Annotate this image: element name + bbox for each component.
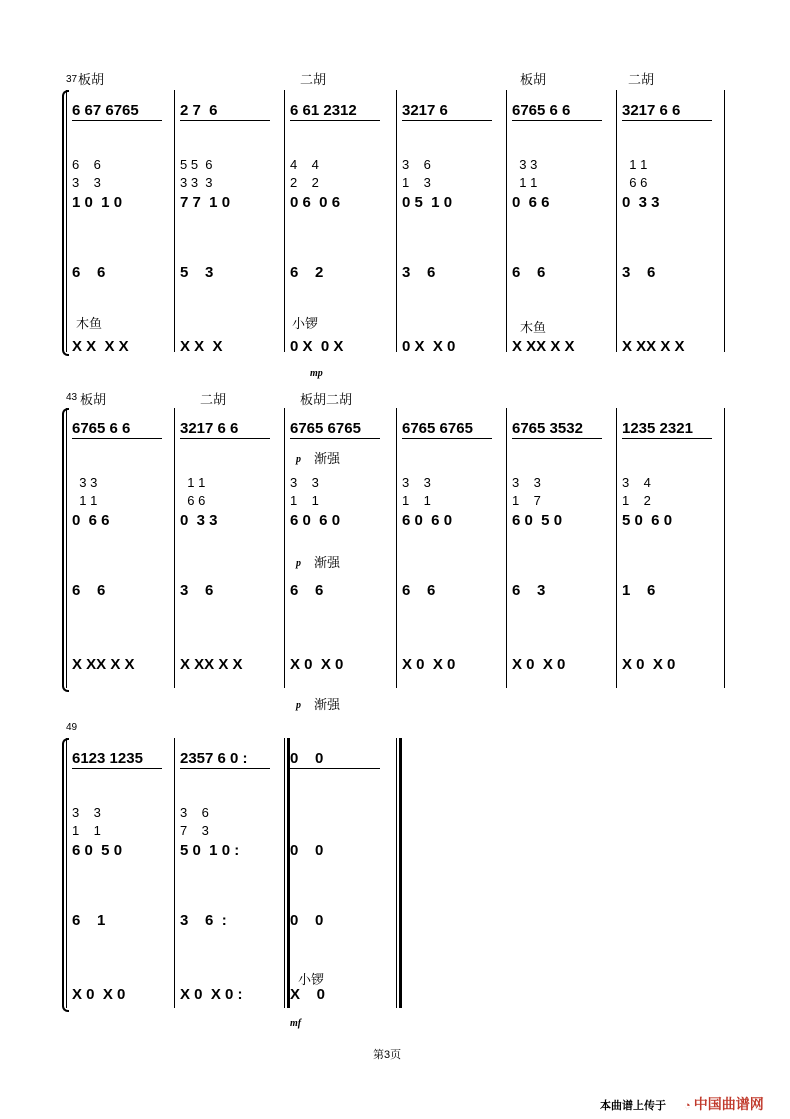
measure-number: 49 xyxy=(66,722,78,733)
chord-top-cell: 3 3 xyxy=(72,805,101,820)
chord-top-cell: 3 3 xyxy=(402,475,431,490)
chord-bottom-cell: 0 3 3 xyxy=(180,512,218,529)
barline xyxy=(396,90,397,352)
final-barline-thick xyxy=(399,738,402,1008)
chord-bottom-cell: 5 0 6 0 xyxy=(622,512,673,529)
bass-cell: 6 3 xyxy=(512,582,546,599)
melody-cell: 3217 6 xyxy=(402,102,448,119)
melody-cell: 3217 6 6 xyxy=(622,102,681,119)
chord-mid-cell: 3 3 3 xyxy=(180,175,213,190)
bass-cell: 3 6 xyxy=(402,264,436,281)
chord-mid-cell: 2 2 xyxy=(290,175,319,190)
chord-top-cell: 1 1 xyxy=(622,157,648,172)
barline xyxy=(396,408,397,688)
percussion-cell: X 0 X 0 xyxy=(622,656,676,673)
bass-cell: 6 6 xyxy=(72,582,106,599)
barline xyxy=(284,90,285,352)
chord-mid-cell: 1 3 xyxy=(402,175,431,190)
melody-cell: 6 67 6765 xyxy=(72,102,139,119)
chord-top-cell: 3 3 xyxy=(512,475,541,490)
bass-cell: 5 3 xyxy=(180,264,214,281)
barline xyxy=(174,90,175,352)
chord-bottom-cell: 6 0 6 0 xyxy=(290,512,341,529)
beam-line xyxy=(622,120,712,121)
instrument-label: 小锣 xyxy=(292,316,319,331)
chord-mid-cell: 1 7 xyxy=(512,493,541,508)
percussion-cell: X X X xyxy=(180,338,223,355)
percussion-cell: X X X X xyxy=(72,338,129,355)
percussion-cell: 0 X X 0 xyxy=(402,338,456,355)
chord-mid-cell: 1 1 xyxy=(290,493,319,508)
beam-line xyxy=(402,120,492,121)
melody-cell: 2 7 6 xyxy=(180,102,218,119)
beam-line xyxy=(622,438,712,439)
percussion-cell: X XX X X xyxy=(512,338,575,355)
logo-icon: ◔ xyxy=(684,1100,691,1112)
chord-top-cell: 4 4 xyxy=(290,157,319,172)
site-logo xyxy=(684,1094,764,1114)
beam-line xyxy=(290,768,380,769)
melody-cell: 6765 6 6 xyxy=(512,102,571,119)
chord-mid-cell: 7 3 xyxy=(180,823,209,838)
barline xyxy=(616,408,617,688)
melody-cell: 6123 1235 xyxy=(72,750,143,767)
beam-line xyxy=(72,120,162,121)
chord-top-cell: 3 6 xyxy=(180,805,209,820)
instrument-label: 板胡 xyxy=(80,392,107,407)
barline xyxy=(724,90,725,352)
instrument-label: 二胡 xyxy=(628,72,655,87)
upload-text: 本曲谱上传于 xyxy=(600,1100,666,1112)
beam-line xyxy=(512,120,602,121)
bass-cell: 3 6 xyxy=(622,264,656,281)
barline xyxy=(616,90,617,352)
beam-line xyxy=(72,438,162,439)
dynamic-mark: p xyxy=(296,700,301,711)
barline xyxy=(284,408,285,688)
chord-bottom-cell: 7 7 1 0 xyxy=(180,194,231,211)
beam-line xyxy=(512,438,602,439)
bass-cell: 6 1 xyxy=(72,912,106,929)
instrument-label: 木鱼 xyxy=(76,316,103,331)
chord-bottom-cell: 5 0 1 0 : xyxy=(180,842,240,859)
chord-mid-cell: 1 1 xyxy=(72,823,101,838)
bass-cell: 0 0 xyxy=(290,912,324,929)
chord-mid-cell: 1 1 xyxy=(402,493,431,508)
chord-top-cell: 3 3 xyxy=(290,475,319,490)
dynamic-mark: mf xyxy=(290,1018,302,1029)
measure-number: 43 xyxy=(66,392,78,403)
bass-cell: 3 6 : xyxy=(180,912,227,929)
percussion-cell: X 0 X 0 xyxy=(72,986,126,1003)
percussion-cell: X 0 X 0 xyxy=(290,656,344,673)
chord-top-cell: 5 5 6 xyxy=(180,157,213,172)
bass-cell: 6 6 xyxy=(72,264,106,281)
melody-cell: 6765 6 6 xyxy=(72,420,131,437)
bass-cell: 6 2 xyxy=(290,264,324,281)
melody-cell: 6 61 2312 xyxy=(290,102,357,119)
beam-line xyxy=(290,438,380,439)
beam-line xyxy=(180,120,270,121)
melody-cell: 6765 6765 xyxy=(290,420,361,437)
chord-bottom-cell: 0 6 6 xyxy=(512,194,550,211)
chord-mid-cell: 1 1 xyxy=(512,175,538,190)
melody-cell: 6765 3532 xyxy=(512,420,583,437)
chord-mid-cell: 3 3 xyxy=(72,175,101,190)
dynamic-mark: p xyxy=(296,454,301,465)
barline xyxy=(174,738,175,1008)
barline xyxy=(174,408,175,688)
beam-line xyxy=(290,120,380,121)
beam-line xyxy=(180,768,270,769)
expression-mark: 渐强 xyxy=(314,697,341,712)
melody-cell: 0 0 xyxy=(290,750,324,767)
instrument-label: 板胡 xyxy=(78,72,105,87)
chord-top-cell: 6 6 xyxy=(72,157,101,172)
measure-number: 37 xyxy=(66,74,78,85)
chord-top-cell: 3 3 xyxy=(512,157,538,172)
barline xyxy=(284,738,285,1008)
percussion-cell: X XX X X xyxy=(72,656,135,673)
dynamic-mark: mp xyxy=(310,368,323,379)
percussion-cell: X XX X X xyxy=(180,656,243,673)
barline xyxy=(66,738,67,1008)
percussion-cell: 0 X 0 X xyxy=(290,338,344,355)
chord-bottom-cell: 0 5 1 0 xyxy=(402,194,453,211)
bass-cell: 6 6 xyxy=(402,582,436,599)
beam-line xyxy=(180,438,270,439)
dynamic-mark: p xyxy=(296,558,301,569)
chord-bottom-cell: 0 6 6 xyxy=(72,512,110,529)
chord-mid-cell: 1 2 xyxy=(622,493,651,508)
instrument-label: 二胡 xyxy=(200,392,227,407)
chord-top-cell: 3 6 xyxy=(402,157,431,172)
chord-mid-cell: 6 6 xyxy=(180,493,206,508)
bass-cell: 6 6 xyxy=(512,264,546,281)
instrument-label: 二胡 xyxy=(300,72,327,87)
barline xyxy=(66,408,67,688)
instrument-label: 小锣 xyxy=(298,972,325,987)
chord-bottom-cell: 6 0 5 0 xyxy=(512,512,563,529)
final-barline xyxy=(396,738,397,1008)
barline xyxy=(66,90,67,352)
chord-top-cell: 3 4 xyxy=(622,475,651,490)
expression-mark: 渐强 xyxy=(314,451,341,466)
percussion-cell: X 0 X 0 xyxy=(402,656,456,673)
chord-bottom-cell: 0 0 xyxy=(290,842,324,859)
repeat-barline xyxy=(287,738,290,1008)
chord-bottom-cell: 6 0 6 0 xyxy=(402,512,453,529)
chord-top-cell: 1 1 xyxy=(180,475,206,490)
melody-cell: 3217 6 6 xyxy=(180,420,239,437)
expression-mark: 渐强 xyxy=(314,555,341,570)
instrument-label: 板胡 xyxy=(520,72,547,87)
chord-bottom-cell: 0 6 0 6 xyxy=(290,194,341,211)
instrument-label: 木鱼 xyxy=(520,320,547,335)
melody-cell: 1235 2321 xyxy=(622,420,693,437)
chord-bottom-cell: 6 0 5 0 xyxy=(72,842,123,859)
melody-cell: 6765 6765 xyxy=(402,420,473,437)
page-number: 第3页 xyxy=(373,1049,402,1061)
melody-cell: 2357 6 0 : xyxy=(180,750,248,767)
percussion-cell: X 0 X 0 xyxy=(512,656,566,673)
chord-top-cell: 3 3 xyxy=(72,475,98,490)
barline xyxy=(506,90,507,352)
chord-bottom-cell: 1 0 1 0 xyxy=(72,194,123,211)
percussion-cell: X 0 X 0 : xyxy=(180,986,243,1003)
chord-bottom-cell: 0 3 3 xyxy=(622,194,660,211)
brand-name: 中国曲谱网 xyxy=(693,1096,764,1112)
chord-mid-cell: 6 6 xyxy=(622,175,648,190)
bass-cell: 1 6 xyxy=(622,582,656,599)
percussion-cell: X 0 xyxy=(290,986,326,1003)
chord-mid-cell: 1 1 xyxy=(72,493,98,508)
barline xyxy=(506,408,507,688)
percussion-cell: X XX X X xyxy=(622,338,685,355)
barline xyxy=(724,408,725,688)
bass-cell: 6 6 xyxy=(290,582,324,599)
bass-cell: 3 6 xyxy=(180,582,214,599)
beam-line xyxy=(72,768,162,769)
instrument-label: 板胡二胡 xyxy=(300,392,353,407)
beam-line xyxy=(402,438,492,439)
